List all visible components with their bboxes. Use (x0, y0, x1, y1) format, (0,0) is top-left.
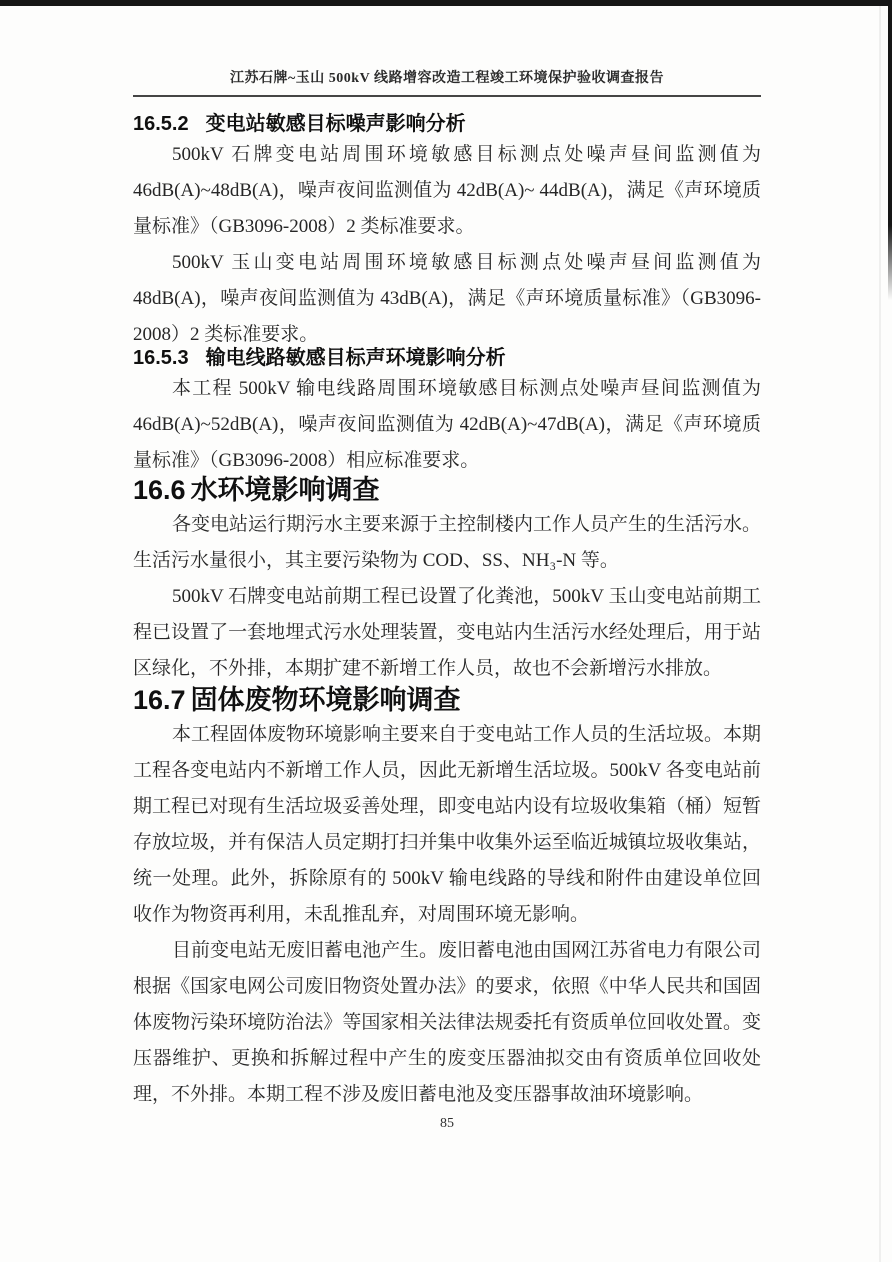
paragraph-wastewater-treatment: 500kV 石牌变电站前期工程已设置了化粪池，500kV 玉山变电站前期工程已设置了一套地埋式污水处理装置，变电站内生活污水经处理后，用于站区绿化，不外排，本期扩建不新增工作人员，故也不会新增污水排放。 (133, 586, 761, 679)
paragraph-shipai-noise: 500kV 石牌变电站周围环境敏感目标测点处噪声昼间监测值为 46dB(A)~48dB(A)，噪声夜间监测值为 42dB(A)~ 44dB(A)，满足《声环境质量标准》（GB3096-2008）2 类标准要求。 (133, 144, 761, 237)
section-number: 16.7 (133, 685, 186, 715)
section-title: 变电站敏感目标噪声影响分析 (205, 113, 466, 135)
page-number: 85 (440, 1116, 454, 1131)
paragraph-solid-waste: 本工程固体废物环境影响主要来自于变电站工作人员的生活垃圾。本期工程各变电站内不新增工作人员，因此无新增生活垃圾。500kV 各变电站前期工程已对现有生活垃圾妥善处理，即变电站内设有垃圾收集箱（桶）短暂存放垃圾，并有保洁人员定期打扫并集中收集外运至临近城镇垃圾收集站，统一处理。此外，拆除原有的 500kV 输电线路的导线和附件由建设单位回收作为物资再利用，未乱推乱弃，对周围环境无影响。 (133, 724, 761, 925)
paragraph-wastewater-source: 各变电站运行期污水主要来源于主控制楼内工作人员产生的生活污水。生活污水量很小，其主要污染物为 COD、SS、NH₃-N 等。 (133, 514, 761, 571)
section-number: 16.5.2 (133, 113, 189, 135)
section-number: 16.5.3 (133, 347, 189, 369)
paragraph-line-noise: 本工程 500kV 输电线路周围环境敏感目标测点处噪声昼间监测值为 46dB(A)~52dB(A)，噪声夜间监测值为 42dB(A)~47dB(A)，满足《声环境质量标准》（GB3096-2008）相应标准要求。 (133, 378, 761, 471)
page-header (133, 70, 761, 97)
report-title: 江苏石牌~玉山 500kV 线路增容改造工程竣工环境保护验收调查报告 (230, 71, 664, 86)
section-number: 16.6 (133, 475, 186, 505)
section-heading-16-5-3 (133, 345, 761, 371)
section-title: 输电线路敏感目标声环境影响分析 (205, 347, 506, 369)
paragraph-battery-oil: 目前变电站无废旧蓄电池产生。废旧蓄电池由国网江苏省电力有限公司根据《国家电网公司废旧物资处置办法》的要求，依照《中华人民共和国固体废物污染环境防治法》等国家相关法律法规委托有资质单位回收处置。变压器维护、更换和拆解过程中产生的废变压器油拟交由有资质单位回收处理，不外排。本期工程不涉及废旧蓄电池及变压器事故油环境影响。 (133, 940, 761, 1105)
section-title: 水环境影响调查 (190, 475, 380, 505)
section-heading-16-7 (133, 683, 761, 717)
section-heading-16-5-2 (133, 111, 761, 137)
paragraph-yushan-noise: 500kV 玉山变电站周围环境敏感目标测点处噪声昼间监测值为 48dB(A)，噪声夜间监测值为 43dB(A)，满足《声环境质量标准》（GB3096-2008）2 类标准要求。 (133, 252, 761, 345)
section-title: 固体废物环境影响调查 (190, 685, 461, 715)
